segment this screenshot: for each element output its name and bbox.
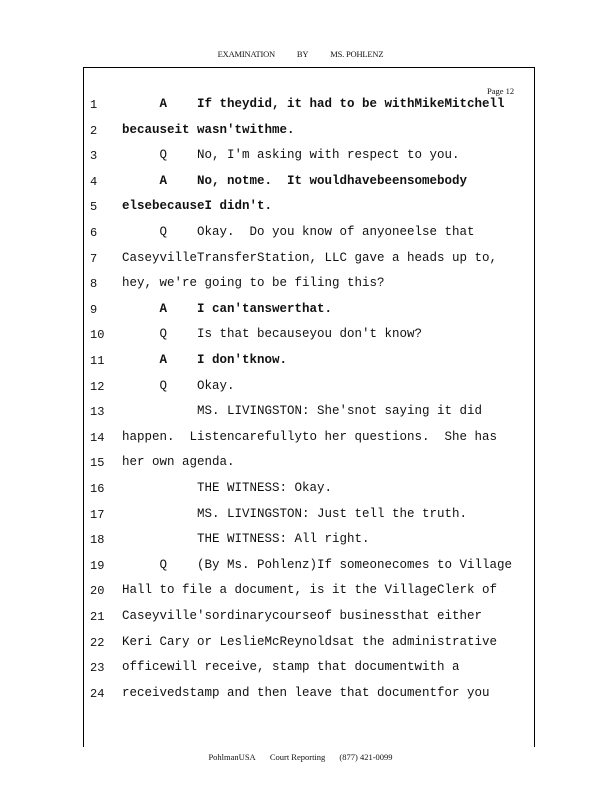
page-number: Page 12 xyxy=(487,86,515,96)
transcript-line-text: Q Is that becauseyou don't know? xyxy=(122,327,423,342)
line-number: 11 xyxy=(90,354,105,368)
line-number: 13 xyxy=(90,405,105,420)
transcript-line-text: Q (By Ms. Pohlenz)If someonecomes to Village xyxy=(122,557,513,572)
transcript-line-text: hey, we're going to be filing this? xyxy=(122,276,385,291)
transcript-line-text: A If theydid, it had to be withMikeMitchell xyxy=(122,97,505,111)
transcript-line-text: Q Okay. Do you know of anyoneelse that xyxy=(122,225,475,239)
footer-company: PohlmanUSA xyxy=(208,752,256,762)
page-header xyxy=(0,49,601,59)
line-number: 20 xyxy=(90,584,105,599)
line-number: 5 xyxy=(90,200,98,215)
transcript-line-text: Hall to file a document, is it the VillageClerk of xyxy=(122,583,498,598)
line-number: 24 xyxy=(90,686,105,701)
line-number: 18 xyxy=(90,533,105,548)
transcript-line-text: Keri Cary or LeslieMcReynoldsat the administrative xyxy=(122,634,498,649)
transcript-line-text: Caseyville'sordinarycourseof businessthat either xyxy=(122,609,483,623)
line-number: 9 xyxy=(90,302,98,317)
line-number: 15 xyxy=(90,456,105,471)
line-number: 22 xyxy=(90,635,105,650)
transcript-line-text: Q No, I'm asking with respect to you. xyxy=(122,148,460,163)
line-number: 16 xyxy=(90,482,105,496)
line-number: 7 xyxy=(90,251,98,266)
transcript-line-text: MS. LIVINGSTON: Just tell the truth. xyxy=(122,506,468,521)
transcript-line-text: A I can'tanswerthat. xyxy=(122,301,333,316)
transcript-line-text: MS. LIVINGSTON: She'snot saying it did xyxy=(122,404,483,419)
header-section: EXAMINATION xyxy=(217,49,275,59)
line-number: 8 xyxy=(90,277,98,292)
line-number: 21 xyxy=(90,610,105,624)
line-number: 3 xyxy=(90,149,98,164)
line-number: 2 xyxy=(90,123,98,138)
footer-service: Court Reporting xyxy=(269,752,326,762)
transcript-line-text: happen. Listencarefullyto her questions. She has xyxy=(122,429,498,444)
line-number: 23 xyxy=(90,661,105,676)
page-footer xyxy=(0,752,601,762)
line-number: 19 xyxy=(90,558,105,573)
line-number: 6 xyxy=(90,226,98,240)
transcript-line-text: receivedstamp and then leave that documentfor you xyxy=(122,685,490,700)
line-number: 17 xyxy=(90,507,105,522)
transcript-line-text: A I don'tknow. xyxy=(122,353,288,367)
line-number: 4 xyxy=(90,174,98,189)
transcript-line-text: THE WITNESS: All right. xyxy=(122,532,370,547)
line-number: 1 xyxy=(90,98,98,112)
header-by: BY xyxy=(296,49,309,59)
line-number: 12 xyxy=(90,379,105,394)
transcript-line-text: her own agenda. xyxy=(122,455,235,470)
transcript-line-text: CaseyvilleTransferStation, LLC gave a heads up to, xyxy=(122,250,498,265)
transcript-line-text: elsebecauseI didn't. xyxy=(122,199,273,214)
transcript-line-text: becauseit wasn'twithme. xyxy=(122,122,295,137)
transcript-line-text: A No, notme. It wouldhavebeensomebody xyxy=(122,173,468,188)
transcript-line-text: THE WITNESS: Okay. xyxy=(122,481,333,495)
footer-phone: (877) 421-0099 xyxy=(339,752,393,762)
transcript-line-text: officewill receive, stamp that documentwith a xyxy=(122,660,460,675)
transcript-line-text: Q Okay. xyxy=(122,378,235,393)
line-number: 14 xyxy=(90,430,105,445)
line-number: 10 xyxy=(90,328,105,343)
header-examiner: MS. POHLENZ xyxy=(330,49,384,59)
